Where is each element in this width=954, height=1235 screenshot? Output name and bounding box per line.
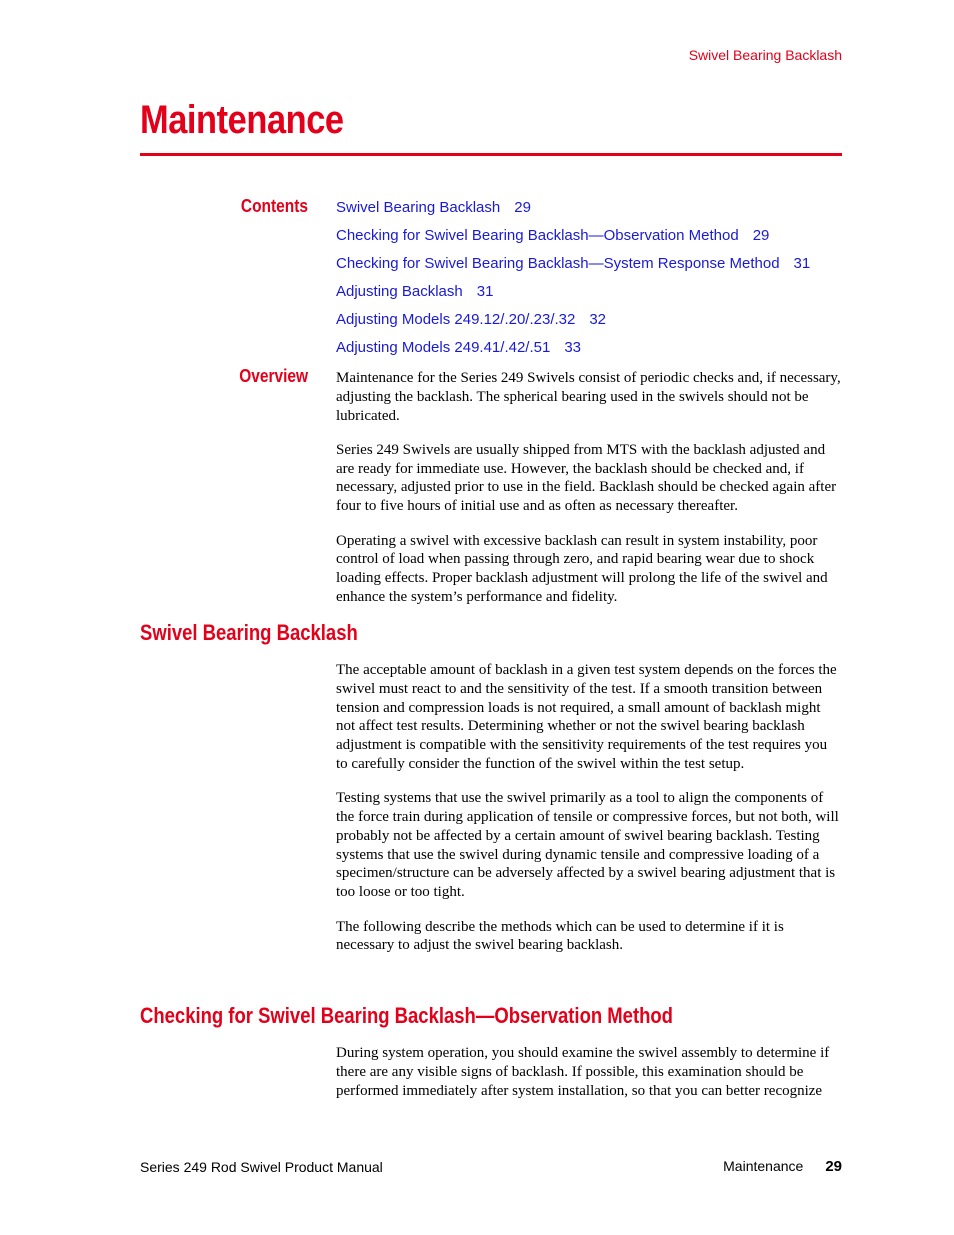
- paragraph: The following describe the methods which can be used to determine if it is necessary to adjust the swivel bearing backlash.: [336, 918, 784, 954]
- toc-entry-title[interactable]: Checking for Swivel Bearing Backlash—System Response Method: [336, 255, 780, 272]
- chapter-title: Maintenance: [140, 98, 344, 142]
- section-heading: Checking for Swivel Bearing Backlash—Observation Method: [140, 1003, 673, 1028]
- contents-label: Contents: [240, 196, 308, 216]
- toc-entry-page[interactable]: 29: [752, 227, 770, 244]
- toc-entry[interactable]: [336, 226, 810, 254]
- toc-entry-title[interactable]: Swivel Bearing Backlash: [336, 199, 501, 216]
- toc-entry-page[interactable]: 32: [589, 311, 607, 328]
- toc-entry-page[interactable]: 29: [514, 199, 531, 216]
- footer-manual-title: Series 249 Rod Swivel Product Manual: [140, 1159, 383, 1175]
- paragraph: Testing systems that use the swivel primarily as a tool to align the components of the force train during application of tensile or compressive forces, but not both, will probably not be affected by a certain amount of swivel bearing backlash. Testing systems that use the swivel during dynamic tensile and compressive loading of a specimen/structure can be adversely affected by a swivel bearing adjustment that is too loose or too tight.: [336, 790, 839, 901]
- section-heading: Swivel Bearing Backlash: [140, 620, 358, 645]
- overview-label: Overview: [239, 366, 308, 386]
- footer-section: Maintenance: [723, 1158, 804, 1174]
- page-number: 29: [825, 1158, 842, 1175]
- toc-entry-page[interactable]: 31: [793, 255, 811, 272]
- toc-entry[interactable]: [336, 254, 810, 282]
- paragraph: Operating a swivel with excessive backlash can result in system instability, poor control of load when passing through zero, and rapid bearing wear due to shock loading effects. Proper backlash adjustment will prolong the life of the swivel and enhance the system’s performance and fidelity.: [336, 532, 828, 605]
- toc-entry[interactable]: [336, 310, 810, 338]
- paragraph: Maintenance for the Series 249 Swivels consist of periodic checks and, if necessary, adjusting the backlash. The spherical bearing used in the swivels should not be lubricated.: [336, 370, 841, 424]
- table-of-contents: [336, 198, 810, 366]
- observation-section-text: [336, 1044, 842, 1116]
- toc-entry-page[interactable]: 31: [476, 283, 494, 300]
- paragraph: Series 249 Swivels are usually shipped from MTS with the backlash adjusted and are ready for immediate use. However, the backlash should be checked and, if necessary, adjusted prior to use in the field. Backlash should be checked again after four to five hours of initial use and as often as necessary thereafter.: [336, 441, 837, 515]
- toc-entry[interactable]: [336, 282, 810, 310]
- paragraph: During system operation, you should examine the swivel assembly to determine if there are any visible signs of backlash. If possible, this examination should be performed immediately after system installation, so that you can better recognize: [336, 1045, 830, 1099]
- swivel-section-text: [336, 661, 842, 971]
- toc-entry-page[interactable]: 33: [564, 339, 582, 356]
- overview-text: [336, 369, 842, 622]
- toc-entry-title[interactable]: Adjusting Models 249.12/.20/.23/.32: [336, 311, 576, 328]
- toc-entry-title[interactable]: Checking for Swivel Bearing Backlash—Observation Method: [336, 227, 739, 244]
- toc-entry-title[interactable]: Adjusting Backlash: [336, 283, 463, 300]
- toc-entry-title[interactable]: Adjusting Models 249.41/.42/.51: [336, 339, 551, 356]
- toc-entry[interactable]: [336, 198, 810, 226]
- title-rule: [140, 153, 842, 156]
- running-head: Swivel Bearing Backlash: [688, 47, 842, 63]
- footer-right: [723, 1158, 842, 1175]
- toc-entry[interactable]: [336, 338, 810, 366]
- paragraph: The acceptable amount of backlash in a given test system depends on the forces the swivel must react to and the sensitivity of the test. If a smooth transition between tension and compression loads is not required, a small amount of backlash might not affect test results. Determining whether or not the swivel bearing backlash adjustment is compatible with the sensitivity requirements of the test requires you to carefully consider the function of the swivel within the test setup.: [336, 662, 837, 772]
